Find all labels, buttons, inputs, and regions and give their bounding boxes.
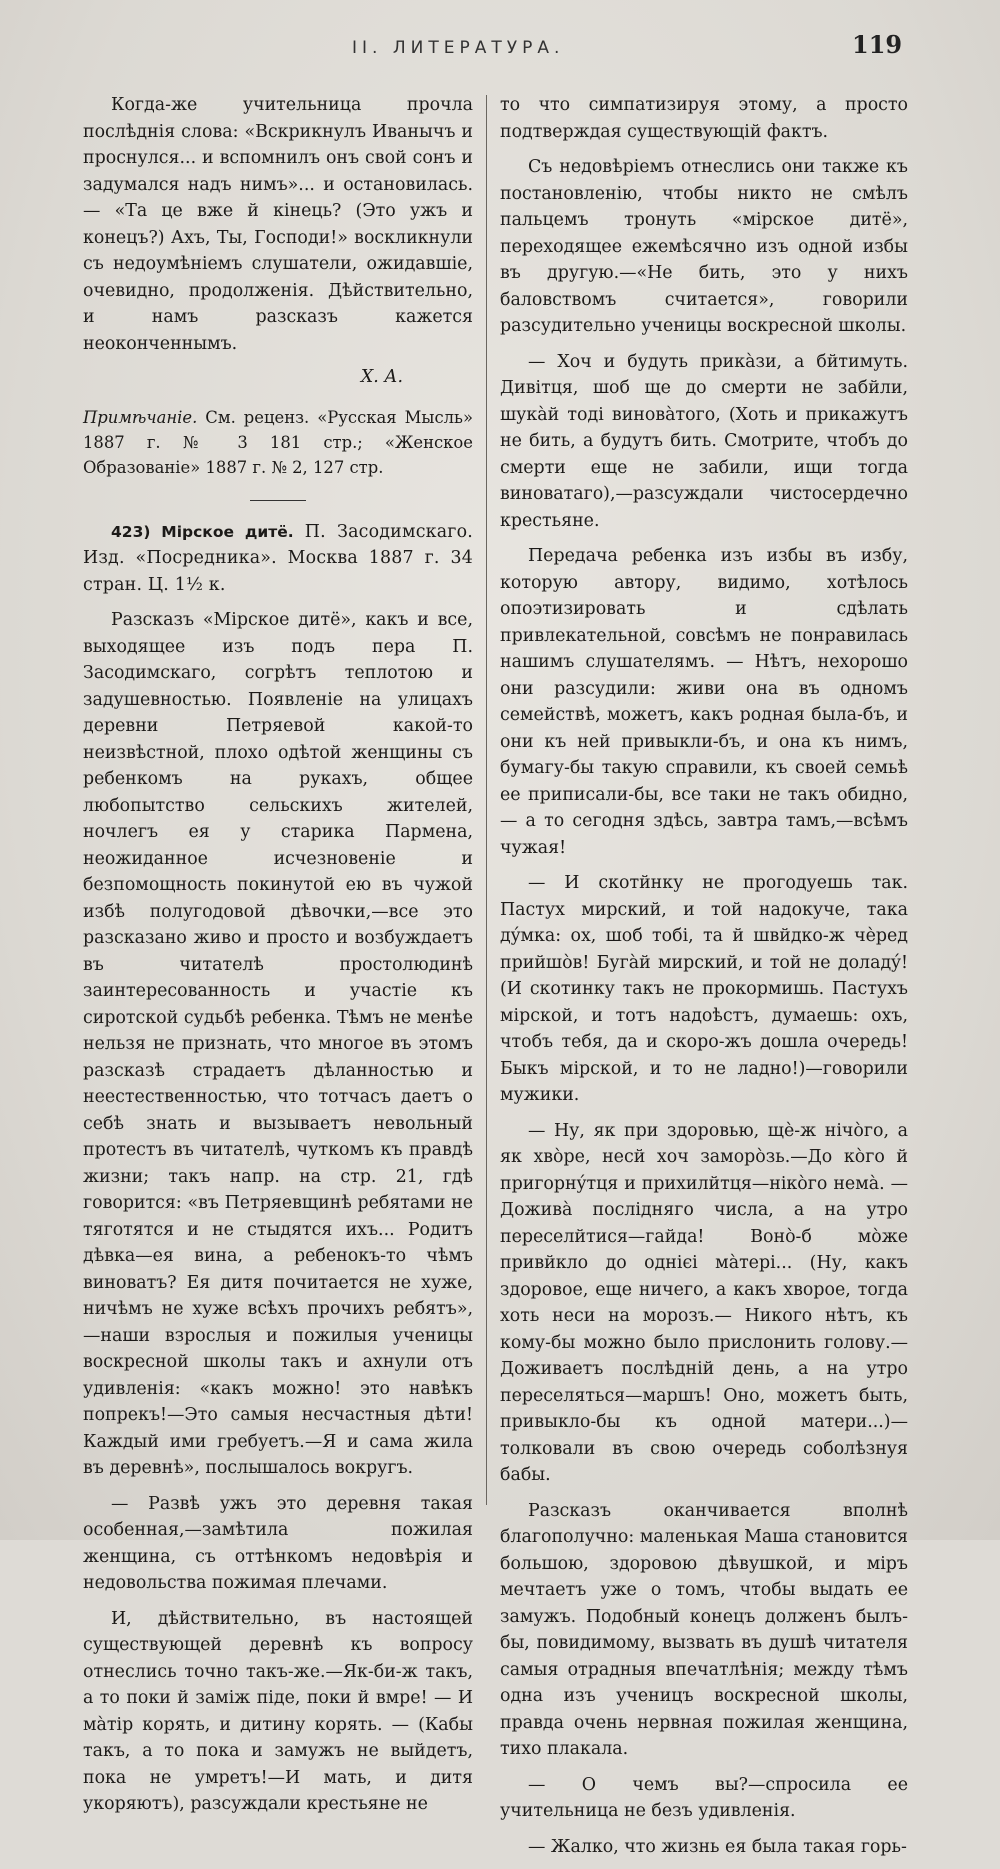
paragraph: Съ недовѣріемъ отнеслись они также къ постановленію, чтобы никто не смѣлъ пальцемъ тронуть «мірское дитё», переходящее ежемѣсячно изъ одной избы въ другую.—«Не бить, это у нихъ баловствомъ считается», говорили разсудительно ученицы воскресной школы. [500,157,908,336]
right-column [500,92,908,1869]
paragraph: Передача ребенка изъ избы въ избу, которую автору, видимо, хотѣлось опоэтизировать и сдѣлать привлекательной, совсѣмъ не понравилась нашимъ слушателямъ. — Нѣтъ, нехорошо они разсудили: живи она въ одномъ семействѣ, можетъ, какъ родная была-бъ, и они къ ней привыкли-бъ, и она къ нимъ, бумагу-бы такую справили, къ своей семьѣ ее приписали-бы, все таки не такъ обидно, — а то сегодня здѣсь, завтра тамъ,—всѣмъ чужая! [500,546,908,858]
paragraph: — О чемъ вы?—спросила ее учительница не безъ удивленія. [500,1774,908,1821]
entry-heading [83,519,473,599]
entry-details: П. Засодимскаго. Изд. «Посредника». Москва 1887 г. 34 стран. Ц. 1½ к. [83,521,473,595]
paragraph: Разсказъ оканчивается вполнѣ благополучно: маленькая Маша становится большою, здоровою дѣвушкой, и міръ мечтаетъ уже о томъ, чтобы выдать ее замужъ. Подобный конецъ долженъ былъ-бы, повидимому, вызвать въ душѣ читателя самыя отрадныя впечатлѣнія; между тѣмъ одна изъ ученицъ воскресной школы, правда очень нервная пожилая женщина, тихо плакала. [500,1500,908,1759]
footnote-label: Примѣчаніе. [83,407,198,427]
entry-title: 423) Мірское дитё. [111,522,294,541]
paragraph: Когда-же учительница прочла послѣднія слова: «Вскрикнулъ Иванычъ и проснулся... и вспомнилъ онъ свой сонъ и задумался надъ нимъ»... и остановилась. — «Та це вже й кінець? (Это ужъ и конецъ?) Ахъ, Ты, Господи!» воскликнули съ недоумѣніемъ слушатели, ожидавшіе, очевидно, продолженія. Дѣйствительно, и намъ разсказъ кажется неоконченнымъ. [83,95,473,354]
footnote-text: См. реценз. «Русская Мысль» 1887 г. № 3 181 стр.; «Женское Образованіе» 1887 г. № 2, 127 стр. [83,407,473,477]
footnote [83,405,473,480]
paragraph: — Развѣ ужъ это деревня такая особенная,—замѣтила пожилая женщина, съ оттѣнкомъ недовѣрія и недовольства пожимая плечами. [83,1493,473,1593]
column-divider [486,95,487,1505]
paragraph: — Хоч и будуть прикàзи, а бйтимуть. Дивітця, шоб ще до смерти не забйли, шукàй тоді виновàтого, (Хоть и прикажутъ не бить, а будутъ бить. Смотрите, чтобъ до смерти еще не забили, ищи тогда виноватаго),—разсуждали чистосердечно крестьяне. [500,351,908,531]
left-column [83,92,473,1827]
page-number: 119 [852,30,903,59]
paragraph: — И скотйнку не прогодуешь так. Пастух мирский, и той надокуче, така дýмка: ох, шоб тобі, та й швйдко-ж чѐред прийшòв! Бугàй мирский, и той не доладý! (И скотинку такъ не прокормишь. Пастухъ мірской, и тотъ надоѣстъ, думаешь: охъ, чтобъ тебя, да и скоро-жъ дошла очередь! Быкъ мірской, и то не ладно!)—говорили мужики. [500,873,908,1105]
paragraph: — Ну, як при здоровью, щѐ-ж нічòго, а як хвòре, несй хоч заморòзь.—До кòго й пригорнýтця и прихилйтця—нікòго немà. — Доживà послідняго числа, а на утро переселйтися—гайда! Вонò-б мòже привйкло до однієі мàтері... (Ну, какъ здоровое, еще ничего, а какъ хворое, тогда хоть неси на морозъ.— Никого нѣтъ, къ кому-бы можно было прислонить голову.—Доживаетъ послѣдній день, а на утро переселяться—маршъ! Оно, можетъ быть, привыкло-бы къ одной матери...)— толковали въ свою очередь соболѣзнуя бабы. [500,1120,908,1485]
running-head: II. ЛИТЕРАТУРА. [352,38,565,58]
paragraph: — Жалко, что жизнь ея была такая горь- [528,1836,907,1857]
author-signature: Х. А. [360,367,403,387]
paragraph: Разсказъ «Мірское дитё», какъ и все, выходящее изъ подъ пера П. Засодимскаго, согрѣтъ теплотою и задушевностью. Появленіе на улицахъ деревни Петряевой какой-то неизвѣстной, плохо одѣтой женщины съ ребенкомъ на рукахъ, общее любопытство сельскихъ жителей, ночлегъ ея у старика Пармена, неожиданное исчезновеніе и безпомощность покинутой ею въ чужой избѣ полугодовой дѣвочки,—все это разсказано живо и просто и возбуждаетъ въ читателѣ простолюдинѣ заинтересованность и участіе къ сиротской судьбѣ ребенка. Тѣмъ не менѣе нельзя не признать, что многое въ этомъ разсказѣ страдаетъ дѣланностью и неестественностью, что тотчасъ даетъ о себѣ знать и вызываетъ невольный протестъ въ читателѣ, чуткомъ къ правдѣ жизни; такъ напр. на стр. 21, гдѣ говорится: «въ Петряевщинѣ ребятами не тяготятся и не стыдятся ихъ... Родитъ дѣвка—ея вина, а ребенокъ-то чѣмъ виноватъ? Ея дитя почитается не хуже, ничѣмъ не хуже всѣхъ прочихъ ребятъ»,—наши взрослыя и пожилыя ученицы воскресной школы такъ и ахнули отъ удивленія: «какъ можно! это навѣкъ попрекъ!—Это самыя несчастныя дѣти! Каждый ими гребуетъ.—Я и сама жила въ деревнѣ», послышалось вокругъ. [83,610,473,1478]
section-separator [250,500,306,501]
paragraph: И, дѣйствительно, въ настоящей существующей деревнѣ къ вопросу отнеслись точно такъ-же.—Як-би-ж такъ, а то поки й заміж піде, поки й вмре! — И мàтір корять, и дитину корять. — (Кабы такъ, а то пока и замужъ не выйдетъ, пока не умретъ!—И мать, и дитя укоряютъ), разсуждали крестьяне не [83,1608,473,1814]
paragraph: то что симпатизируя этому, а просто подтверждая существующій фактъ. [500,95,908,142]
